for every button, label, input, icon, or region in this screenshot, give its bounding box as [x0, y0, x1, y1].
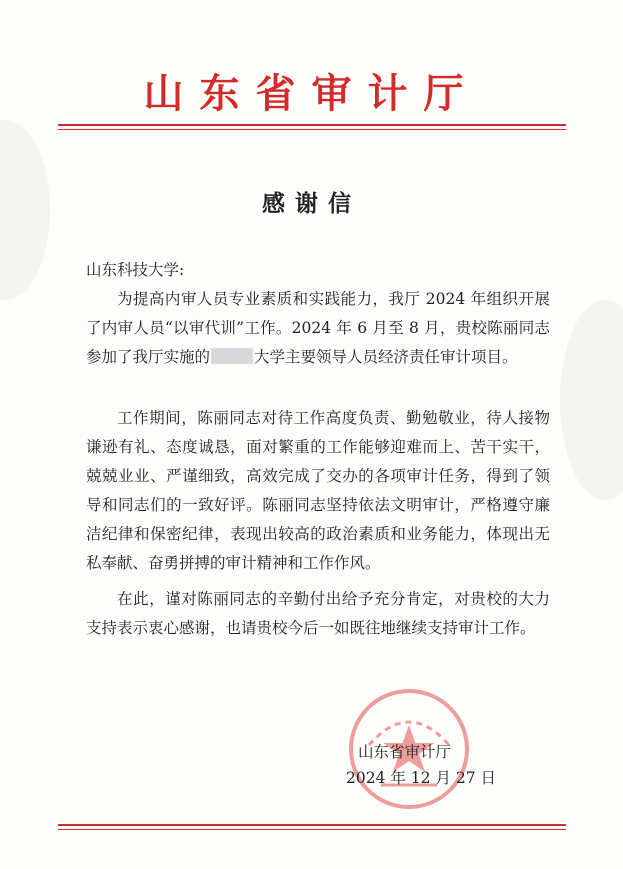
- letterhead-title: 山东省审计厅: [143, 71, 480, 117]
- redacted-text: [211, 348, 253, 364]
- paragraph-1-text-a: 为提高内审人员专业素质和实践能力，我厅 2024 年组织开展了内审人员“以审代训”工作。2024 年 6 月至 8 月，贵校陈丽同志参加了我厅实施的: [86, 290, 550, 366]
- letterhead-rule-thick: [58, 124, 566, 126]
- paragraph-1-text-b: 大学主要领导人员经济责任审计项目。: [254, 348, 518, 366]
- footer-rule-thin: [58, 829, 566, 830]
- signature-organization: 山东省审计厅: [358, 743, 452, 761]
- paragraph-1: [86, 285, 550, 372]
- paragraph-2: 工作期间，陈丽同志对待工作高度负责、勤勉敬业，待人接物谦逊有礼、态度诚恳，面对繁重的工作能够迎难而上、苦干实干，兢兢业业、严谨细致，高效完成了交办的各项审计任务，得到了领导和同志们的一致好评。陈丽同志坚持依法文明审计，严格遵守廉洁纪律和保密纪律，表现出较高的政治素质和业务能力，体现出无私奉献、奋勇拼搏的审计精神和工作作风。: [86, 409, 550, 572]
- letterhead-rule-thin: [58, 129, 566, 130]
- signature-date: 2024 年 12 月 27 日: [346, 769, 497, 787]
- document-title: 感谢信: [262, 191, 361, 217]
- paragraph-3: 在此，谨对陈丽同志的辛勤付出给予充分肯定，对贵校的大力支持表示衷心感谢，也请贵校今后一如既往地继续支持审计工作。: [86, 590, 550, 637]
- salutation: 山东科技大学:: [86, 261, 185, 279]
- footer-rule-thick: [58, 824, 566, 826]
- paper-shadow: [560, 300, 623, 500]
